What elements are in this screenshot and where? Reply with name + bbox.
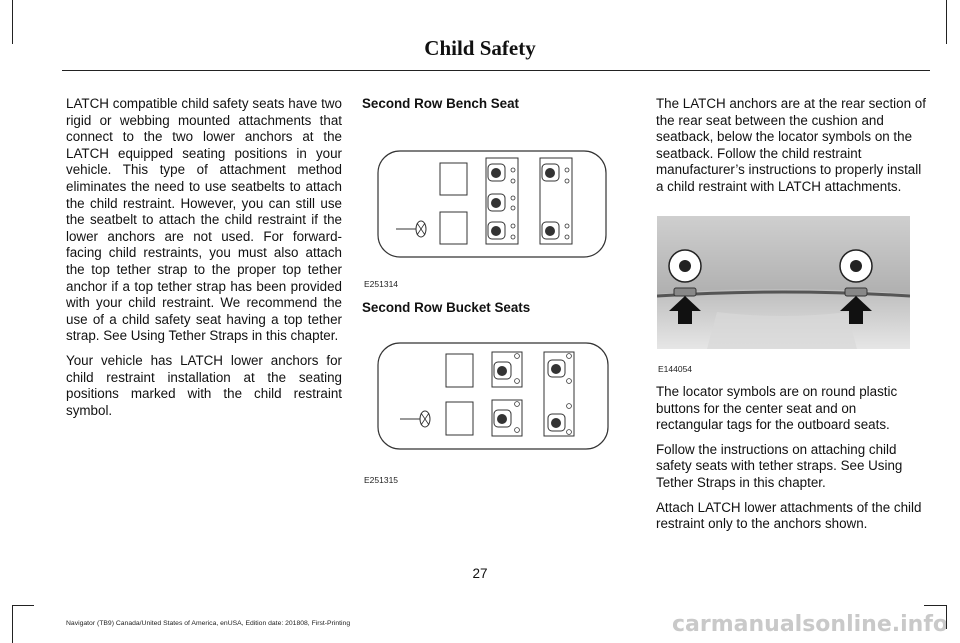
crop-mark (946, 605, 947, 629)
paragraph-latch-intro: LATCH compatible child safety seats have two rigid or webbing mounted attachments that connect to the two lower anchors at the LATCH equipped seating positions in your vehicle. This type of attachment method eliminates the need to use seatbelts to attach the child restraint. However, you can still use the seatbelt to attach the child restraint if the lower anchors are not used. For forward-facing child restraints, you must also attach the top tether strap to the proper top tether anchor if a top tether strap has been provided with your child restraint. We recommend the use of a child safety seat having a top tether strap. See Using Tether Straps in this chapter. (66, 96, 342, 344)
steering-wheel-icon (400, 411, 430, 427)
anchor-photo (657, 216, 910, 349)
child-seat-icon (548, 354, 571, 384)
column-right-top (656, 96, 926, 204)
footer-text: Navigator (TB9) Canada/United States of America, enUSA, Edition date: 201808, First-Printing (66, 620, 351, 627)
crop-mark (12, 605, 34, 606)
bucket-seats-diagram (376, 340, 610, 452)
column-right-bottom (656, 384, 926, 541)
page-title: Child Safety (424, 36, 536, 60)
column-left (66, 96, 342, 427)
photo-figure-code: E144054 (658, 364, 693, 374)
crop-mark (946, 0, 947, 44)
bench-figure-code: E251314 (364, 279, 399, 289)
bench-seat-heading: Second Row Bench Seat (362, 96, 519, 111)
paragraph-attach-latch: Attach LATCH lower attachments of the child restraint only to the anchors shown. (656, 499, 922, 532)
child-seat-icon (840, 250, 872, 282)
bench-seat-diagram (376, 148, 608, 260)
crop-mark (924, 605, 946, 606)
child-seat-icon (542, 222, 569, 239)
header-rule (62, 70, 930, 71)
paragraph-latch-positions: Your vehicle has LATCH lower anchors for child restraint installation at the seating positions marked with the child restraint symbol. (66, 352, 342, 418)
paragraph-tether-instructions: Follow the instructions on attaching child safety seats with tether straps. See Using Tether Straps in this chapter. (656, 441, 903, 490)
watermark: carmanualsonline.info (672, 612, 948, 637)
steering-wheel-icon (396, 221, 426, 237)
bucket-seats-heading: Second Row Bucket Seats (362, 300, 531, 315)
child-seat-icon (548, 404, 571, 435)
child-seat-icon (488, 164, 515, 183)
paragraph-locator-symbols: The locator symbols are on round plastic buttons for the center seat and on rectangular tags for the outboard seats. (656, 384, 898, 433)
child-seat-icon (494, 402, 519, 433)
child-seat-icon (488, 194, 515, 211)
child-seat-icon (542, 164, 569, 183)
paragraph-anchor-location: The LATCH anchors are at the rear section of the rear seat between the cushion and seatback, below the locator symbols on the seatback. Follow the child restraint manufacturer’s instructions to properly install a child restraint with LATCH attachments. (656, 96, 926, 194)
crop-mark (12, 605, 13, 643)
child-seat-icon (669, 250, 701, 282)
crop-mark (12, 0, 13, 44)
child-seat-icon (494, 354, 519, 384)
child-seat-icon (488, 222, 515, 239)
page-number: 27 (472, 566, 488, 581)
bucket-figure-code: E251315 (364, 475, 399, 485)
